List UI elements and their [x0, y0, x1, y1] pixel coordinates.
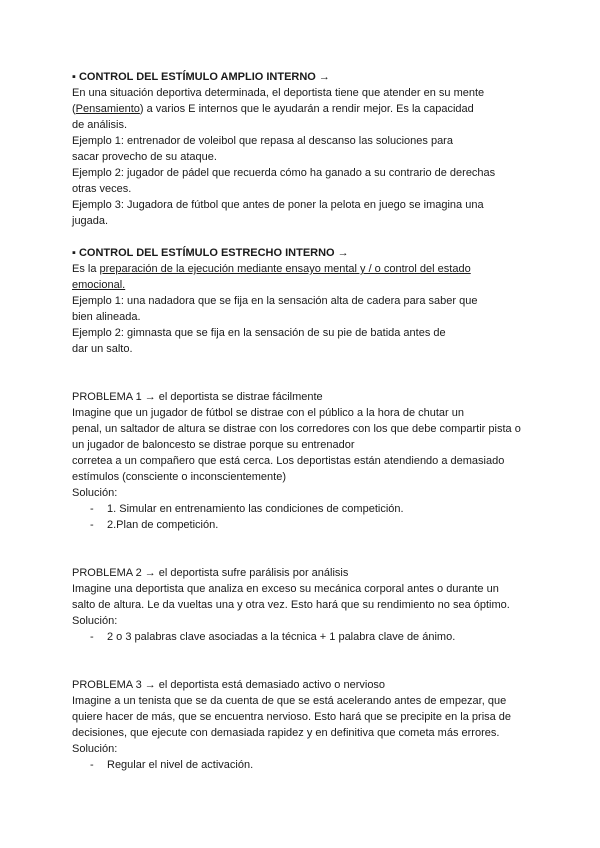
problem-2	[72, 565, 542, 645]
paragraph-text: Es la	[72, 263, 100, 275]
solution-text: 2.Plan de competición.	[107, 519, 219, 531]
spacer	[72, 645, 542, 677]
list-item	[72, 517, 542, 533]
list-item	[72, 501, 542, 517]
problem-line: corretea a un compañero que está cerca. Los deportistas están atendiendo a demasiado	[72, 455, 505, 467]
document-page	[72, 69, 542, 773]
problem-line: Imagine que un jugador de fútbol se distrae con el público a la hora de chutar un	[72, 407, 464, 419]
problem-line: salto de altura. Le da vueltas una y otra vez. Esto hará que su rendimiento no sea óptimo.	[72, 599, 510, 611]
section-heading: ▪ CONTROL DEL ESTÍMULO AMPLIO INTERNO →	[72, 71, 330, 83]
example-line: Ejemplo 2: gimnasta que se fija en la sensación de su pie de batida antes de	[72, 327, 446, 339]
example-line: bien alineada.	[72, 311, 141, 323]
solution-text: 1. Simular en entrenamiento las condiciones de competición.	[107, 503, 404, 515]
paragraph-line: En una situación deportiva determinada, el deportista tiene que atender en su mente	[72, 87, 485, 99]
solution-text: 2 o 3 palabras clave asociadas a la técnica + 1 palabra clave de ánimo.	[107, 631, 456, 643]
problem-line: estímulos (consciente o inconscientemente)	[72, 471, 286, 483]
example-line: Ejemplo 1: una nadadora que se fija en la sensación alta de cadera para saber que	[72, 295, 478, 307]
section-estrecho-interno	[72, 245, 542, 357]
problem-title: PROBLEMA 2 → el deportista sufre parálisis por análisis	[72, 567, 349, 579]
spacer	[72, 229, 542, 245]
problem-line: Imagine una deportista que analiza en exceso su mecánica corporal antes o durante un	[72, 583, 499, 595]
solution-text: Regular el nivel de activación.	[107, 759, 254, 771]
underlined-term: emocional.	[72, 279, 126, 291]
example-line: Ejemplo 2: jugador de pádel que recuerda cómo ha ganado a su contrario de derechas	[72, 167, 496, 179]
spacer	[72, 357, 542, 389]
example-line: Ejemplo 3: Jugadora de fútbol que antes de poner la pelota en juego se imagina una	[72, 199, 484, 211]
dash-bullet: -	[90, 631, 94, 643]
list-item	[72, 757, 542, 773]
underlined-term: Pensamiento	[75, 103, 140, 115]
list-item	[72, 629, 542, 645]
problem-line: decisiones, que ejecute con demasiada rapidez y en definitiva que cometa más errores.	[72, 727, 500, 739]
problem-3	[72, 677, 542, 773]
example-line: dar un salto.	[72, 343, 133, 355]
dash-bullet: -	[90, 519, 94, 531]
paragraph-line	[72, 101, 542, 117]
problem-title: PROBLEMA 1 → el deportista se distrae fácilmente	[72, 391, 323, 403]
problem-line: quiere hacer de más, que se encuentra nervioso. Esto hará que se precipite en la prisa de	[72, 711, 512, 723]
example-line: sacar provecho de su ataque.	[72, 151, 217, 163]
problem-line: penal, un saltador de altura se distrae con los corredores con los que debe compartir pista o	[72, 423, 521, 435]
section-amplio-interno	[72, 69, 542, 229]
paragraph-line: de análisis.	[72, 119, 128, 131]
paren: (	[72, 103, 76, 115]
spacer	[72, 533, 542, 565]
section-heading: ▪ CONTROL DEL ESTÍMULO ESTRECHO INTERNO →	[72, 247, 349, 259]
paragraph-line	[72, 261, 542, 277]
problem-line: un jugador de baloncesto se distrae porque su entrenador	[72, 439, 355, 451]
problem-1	[72, 389, 542, 533]
problem-title: PROBLEMA 3 → el deportista está demasiado activo o nervioso	[72, 679, 386, 691]
dash-bullet: -	[90, 759, 94, 771]
dash-bullet: -	[90, 503, 94, 515]
example-line: Ejemplo 1: entrenador de voleibol que repasa al descanso las soluciones para	[72, 135, 453, 147]
solution-label: Solución:	[72, 615, 118, 627]
underlined-term: preparación de la ejecución mediante ensayo mental y / o control del estado	[99, 263, 471, 275]
paragraph-text: ) a varios E internos que le ayudarán a rendir mejor. Es la capacidad	[139, 103, 474, 115]
example-line: jugada.	[72, 215, 109, 227]
solution-label: Solución:	[72, 743, 118, 755]
example-line: otras veces.	[72, 183, 132, 195]
solution-label: Solución:	[72, 487, 118, 499]
problem-line: Imagine a un tenista que se da cuenta de que se está acelerando antes de empezar, que	[72, 695, 507, 707]
